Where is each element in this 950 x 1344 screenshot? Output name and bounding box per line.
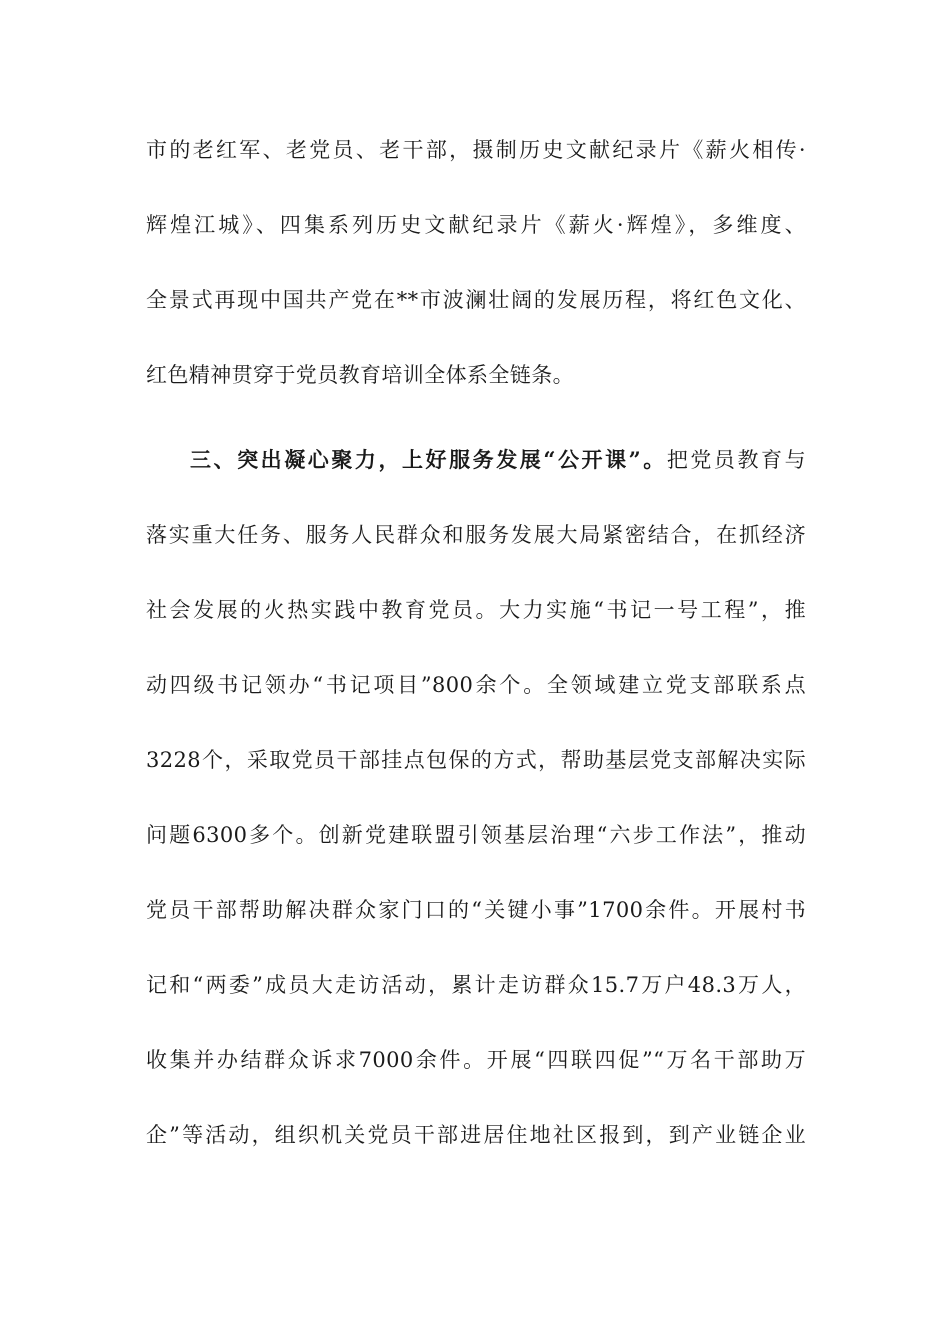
paragraph-line-7: 动四级书记领办“书记项目”800余个。全领域建立党支部联系点	[146, 673, 806, 697]
paragraph-line-8: 3228个，采取党员干部挂点包保的方式，帮助基层党支部解决实际	[146, 748, 806, 772]
paragraph-line-12: 收集并办结群众诉求7000余件。开展“四联四促”“万名干部助万	[146, 1048, 806, 1072]
section-3-lead-text: 把党员教育与	[666, 448, 806, 472]
paragraph-line-4: 红色精神贯穿于党员教育培训全体系全链条。	[146, 363, 574, 387]
paragraph-line-11: 记和“两委”成员大走访活动，累计走访群众15.7万户48.3万人，	[146, 973, 806, 997]
paragraph-line-13: 企”等活动，组织机关党员干部进居住地社区报到，到产业链企业	[146, 1123, 806, 1147]
section-3-first-line	[190, 440, 806, 480]
paragraph-line-2: 辉煌江城》、四集系列历史文献纪录片《薪火·辉煌》，多维度、	[146, 213, 806, 237]
paragraph-line-10: 党员干部帮助解决群众家门口的“关键小事”1700余件。开展村书	[146, 898, 806, 922]
paragraph-line-6: 社会发展的火热实践中教育党员。大力实施“书记一号工程”，推	[146, 598, 806, 622]
paragraph-line-1: 市的老红军、老党员、老干部，摄制历史文献纪录片《薪火相传·	[146, 138, 806, 162]
section-3-heading: 三、突出凝心聚力，上好服务发展“公开课”。	[190, 447, 667, 472]
paragraph-line-3: 全景式再现中国共产党在**市波澜壮阔的发展历程，将红色文化、	[146, 288, 806, 312]
paragraph-line-5: 落实重大任务、服务人民群众和服务发展大局紧密结合，在抓经济	[146, 523, 806, 547]
paragraph-line-9: 问题6300多个。创新党建联盟引领基层治理“六步工作法”，推动	[146, 823, 806, 847]
